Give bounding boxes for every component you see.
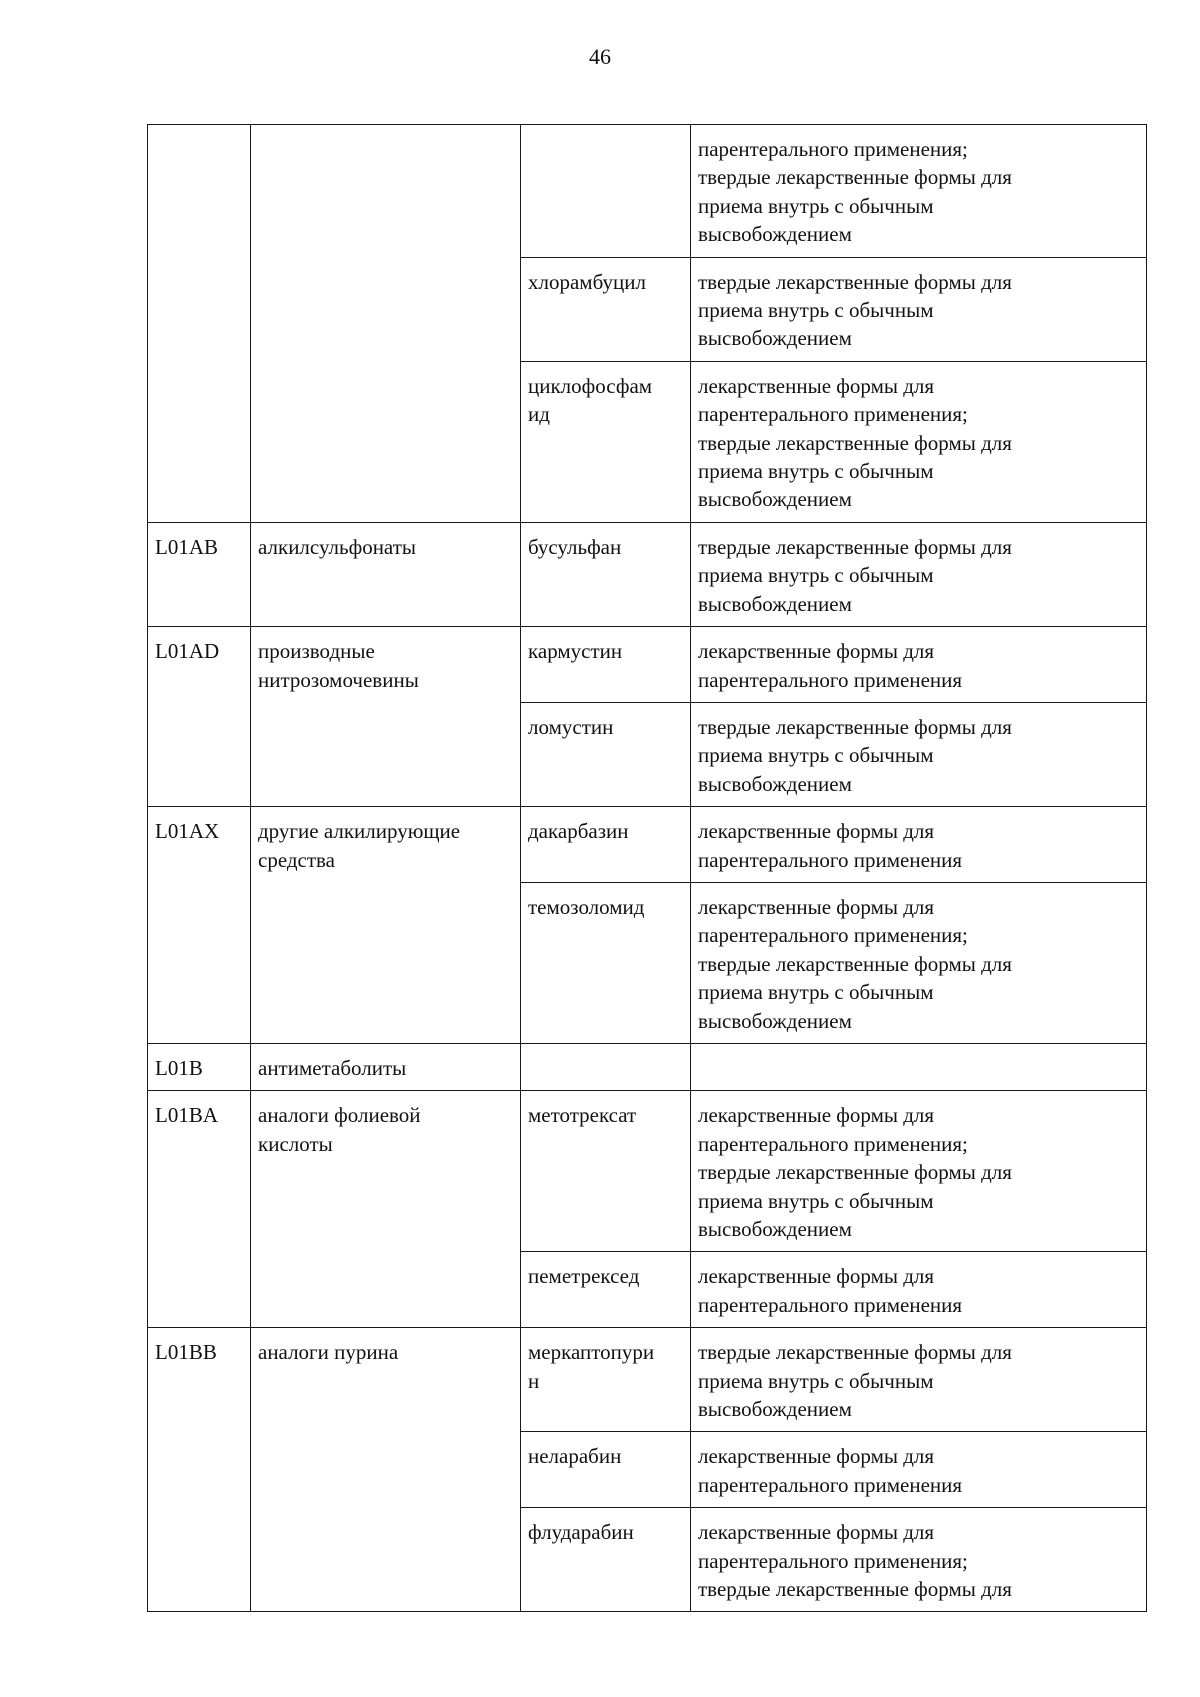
drug-name-cell: циклофосфам ид — [521, 361, 691, 522]
atc-code-cell: L01BA — [148, 1091, 251, 1328]
drug-name-cell: кармустин — [521, 627, 691, 703]
dosage-form-cell: лекарственные формы для парентерального применения; твердые лекарственные формы для — [691, 1508, 1147, 1612]
drug-name-cell: флударабин — [521, 1508, 691, 1612]
drug-name-cell: меркаптопури н — [521, 1328, 691, 1432]
dosage-form-cell: лекарственные формы для парентерального применения — [691, 807, 1147, 883]
group-name-cell: аналоги фолиевой кислоты — [251, 1091, 521, 1328]
drug-name-cell: хлорамбуцил — [521, 257, 691, 361]
dosage-form-cell: лекарственные формы для парентерального применения; твердые лекарственные формы для приема внутрь с обычным высвобождением — [691, 361, 1147, 522]
dosage-form-cell: твердые лекарственные формы для приема внутрь с обычным высвобождением — [691, 522, 1147, 626]
dosage-form-cell: лекарственные формы для парентерального применения — [691, 627, 1147, 703]
atc-code-cell — [148, 125, 251, 523]
drug-name-cell: бусульфан — [521, 522, 691, 626]
dosage-form-cell: твердые лекарственные формы для приема внутрь с обычным высвобождением — [691, 1328, 1147, 1432]
group-name-cell — [251, 125, 521, 523]
table-row — [148, 807, 1147, 883]
page-number: 46 — [589, 44, 611, 69]
dosage-form-cell: лекарственные формы для парентерального применения; твердые лекарственные формы для приема внутрь с обычным высвобождением — [691, 1091, 1147, 1252]
atc-code-cell: L01AD — [148, 627, 251, 807]
group-name-cell: аналоги пурина — [251, 1328, 521, 1612]
dosage-form-cell: парентерального применения; твердые лекарственные формы для приема внутрь с обычным высвобождением — [691, 125, 1147, 258]
table-row — [148, 1043, 1147, 1090]
atc-code-cell: L01BB — [148, 1328, 251, 1612]
dosage-form-cell — [691, 1043, 1147, 1090]
table-row — [148, 1328, 1147, 1432]
drug-name-cell — [521, 125, 691, 258]
drug-table — [147, 124, 1147, 1612]
drug-name-cell: темозоломид — [521, 882, 691, 1043]
dosage-form-cell: лекарственные формы для парентерального применения; твердые лекарственные формы для приема внутрь с обычным высвобождением — [691, 882, 1147, 1043]
drug-name-cell: неларабин — [521, 1432, 691, 1508]
dosage-form-cell: твердые лекарственные формы для приема внутрь с обычным высвобождением — [691, 702, 1147, 806]
table-row — [148, 627, 1147, 703]
atc-code-cell: L01AB — [148, 522, 251, 626]
table-row — [148, 125, 1147, 258]
group-name-cell: алкилсульфонаты — [251, 522, 521, 626]
drug-name-cell: ломустин — [521, 702, 691, 806]
drug-name-cell: метотрексат — [521, 1091, 691, 1252]
dosage-form-cell: лекарственные формы для парентерального применения — [691, 1432, 1147, 1508]
dosage-form-cell: твердые лекарственные формы для приема внутрь с обычным высвобождением — [691, 257, 1147, 361]
group-name-cell: другие алкилирующие средства — [251, 807, 521, 1044]
drug-name-cell: дакарбазин — [521, 807, 691, 883]
dosage-form-cell: лекарственные формы для парентерального применения — [691, 1252, 1147, 1328]
table-row — [148, 1091, 1147, 1252]
group-name-cell: антиметаболиты — [251, 1043, 521, 1090]
drug-name-cell: пеметрексед — [521, 1252, 691, 1328]
table-row — [148, 522, 1147, 626]
atc-code-cell: L01B — [148, 1043, 251, 1090]
drug-name-cell — [521, 1043, 691, 1090]
atc-code-cell: L01AX — [148, 807, 251, 1044]
group-name-cell: производные нитрозомочевины — [251, 627, 521, 807]
